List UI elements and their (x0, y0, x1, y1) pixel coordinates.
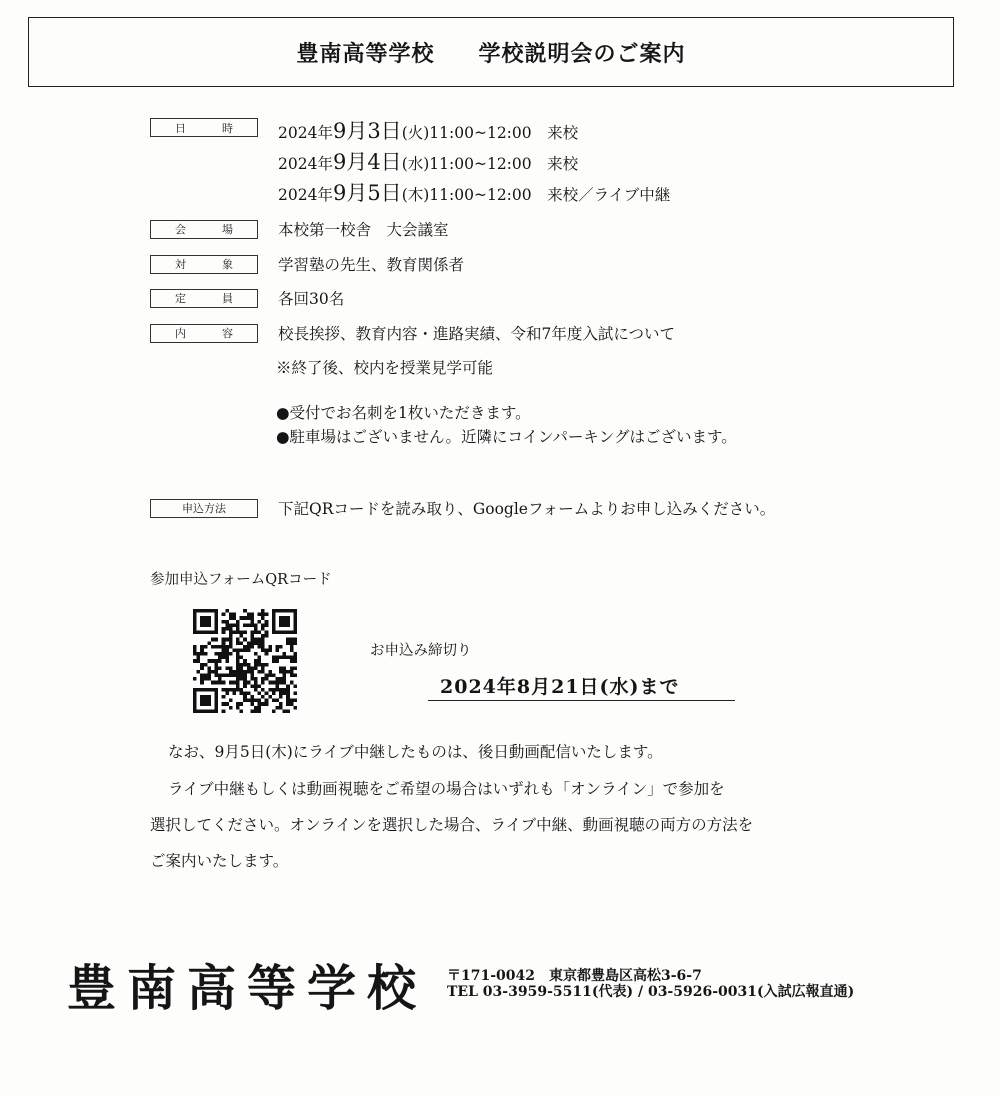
target-value: 学習塾の先生、教育関係者 (278, 256, 465, 274)
qr-code[interactable] (193, 609, 297, 713)
note-parking: ●駐車場はございません。近隣にコインパーキングはございます。 (276, 428, 737, 446)
datetime-line-2: 2024年9月4日(水)11:00~12:00 来校 (278, 150, 579, 174)
title-box (28, 17, 954, 87)
capacity-label: 定 員 (150, 289, 258, 308)
content-row (150, 322, 675, 344)
header-title: 学校説明会のご案内 (478, 40, 686, 67)
datetime-line-1: 2024年9月3日(火)11:00~12:00 来校 (278, 119, 579, 143)
paragraph-line-3: 選択してください。オンラインを選択した場合、ライブ中継、動画視聴の両方の方法を (150, 816, 754, 834)
content-label: 内 容 (150, 324, 258, 343)
footer-address-block (447, 968, 854, 1000)
target-row (150, 253, 464, 275)
content-note: ※終了後、校内を授業見学可能 (276, 359, 494, 377)
capacity-row (150, 287, 344, 309)
paragraph-line-2: ライブ中継もしくは動画視聴をご希望の場合はいずれも「オンライン」で参加を (168, 780, 725, 798)
paragraph-line-1: なお、9月5日(木)にライブ中継したものは、後日動画配信いたします。 (168, 743, 663, 761)
footer-address: 〒171-0042 東京都豊島区高松3-6-7 (447, 968, 702, 984)
venue-label: 会 場 (150, 220, 258, 239)
datetime-row (150, 118, 258, 137)
note-business-card: ●受付でお名刺を1枚いただきます。 (276, 404, 531, 422)
apply-label: 申込方法 (150, 499, 258, 518)
apply-row (150, 497, 775, 519)
content-value: 校長挨拶、教育内容・進路実績、令和7年度入試について (278, 325, 676, 343)
qr-caption: 参加申込フォームQRコード (150, 572, 332, 588)
deadline-value: 2024年8月21日(水)まで (428, 672, 735, 701)
footer-school-name: 豊南高等学校 (67, 959, 428, 1017)
capacity-value: 各回30名 (278, 290, 345, 308)
target-label: 対 象 (150, 255, 258, 274)
datetime-line-3: 2024年9月5日(木)11:00~12:00 来校／ライブ中継 (278, 181, 671, 205)
venue-row (150, 218, 449, 240)
header-school: 豊南高等学校 (296, 40, 435, 67)
deadline-label: お申込み締切り (370, 643, 472, 659)
datetime-label: 日 時 (150, 118, 258, 137)
paragraph-line-4: ご案内いたします。 (150, 852, 289, 870)
venue-value: 本校第一校舎 大会議室 (278, 221, 449, 239)
footer-tel: TEL 03-3959-5511(代表) / 03-5926-0031(入試広報直通) (447, 984, 855, 1000)
apply-value: 下記QRコードを読み取り、Googleフォームよりお申し込みください。 (278, 500, 776, 518)
